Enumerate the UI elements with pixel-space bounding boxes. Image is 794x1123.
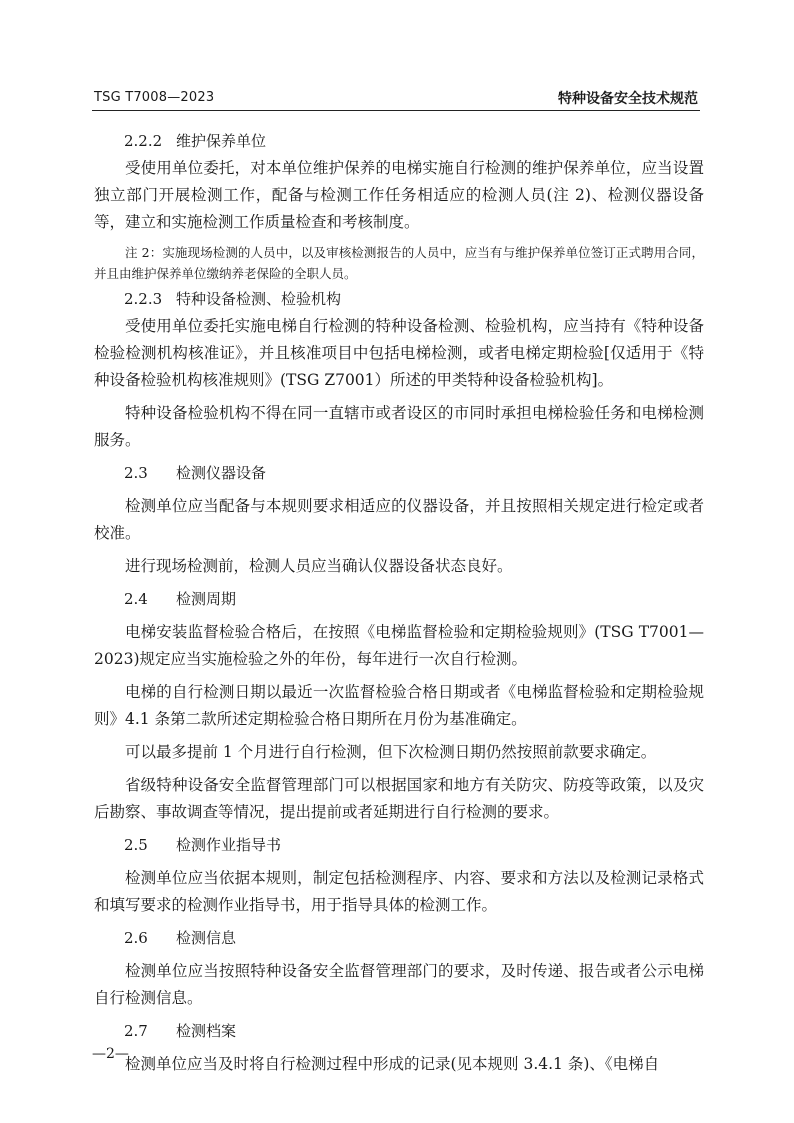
- header-divider: [92, 110, 700, 111]
- section-number: 2.2.2: [124, 132, 163, 150]
- paragraph: 检测单位应当及时将自行检测过程中形成的记录(见本规则 3.4.1 条)、《电梯自: [125, 1055, 660, 1073]
- paragraph: 检测单位应当依据本规则，制定包括检测程序、内容、要求和方法以及检测记录格式和填写要求的检测作业指导书，用于指导具体的检测工作。: [94, 869, 704, 914]
- paragraph: 可以最多提前 1 个月进行自行检测，但下次检测日期仍然按照前款要求确定。: [125, 743, 657, 761]
- section-heading-2-6: [94, 925, 704, 952]
- paragraph: 受使用单位委托实施电梯自行检测的特种设备检测、检验机构，应当持有《特种设备检验检测机构核准证》，并且核准项目中包括电梯检测，或者电梯定期检验[仅适用于《特种设备检验机构核准规则》(TSG Z7001）所述的甲类特种设备检验机构]。: [94, 317, 704, 389]
- paragraph: 进行现场检测前，检测人员应当确认仪器设备状态良好。: [125, 557, 513, 575]
- section-number: 2.5: [124, 836, 148, 854]
- section-heading-2-2-3: [94, 286, 704, 313]
- section-title: 检测周期: [176, 590, 237, 608]
- paragraph: 电梯安装监督检验合格后，在按照《电梯监督检验和定期检验规则》(TSG T7001—2023)规定应当实施检验之外的年份，每年进行一次自行检测。: [94, 623, 704, 668]
- section-title: 检测档案: [176, 1022, 237, 1040]
- page-body: [94, 128, 704, 1084]
- section-number: 2.7: [124, 1022, 148, 1040]
- paragraph: 受使用单位委托，对本单位维护保养的电梯实施自行检测的维护保养单位，应当设置独立部门开展检测工作，配备与检测工作任务相适应的检测人员(注 2)、检测仪器设备等，建立和实施检测工作质量检查和考核制度。: [94, 159, 704, 231]
- paragraph: 电梯的自行检测日期以最近一次监督检验合格日期或者《电梯监督检验和定期检验规则》4.1 条第二款所述定期检验合格日期所在月份为基准确定。: [94, 683, 704, 728]
- section-heading-2-5: [94, 832, 704, 859]
- section-number: 2.3: [124, 464, 148, 482]
- document-code: TSG T7008—2023: [94, 90, 215, 105]
- section-title: 检测仪器设备: [176, 464, 267, 482]
- section-heading-2-3: [94, 460, 704, 487]
- series-title: 特种设备安全技术规范: [558, 91, 698, 107]
- paragraph: 省级特种设备安全监督管理部门可以根据国家和地方有关防灾、防疫等政策，以及灾后勘察、事故调查等情况，提出提前或者延期进行自行检测的要求。: [94, 776, 704, 821]
- section-title: 维护保养单位: [176, 132, 267, 150]
- section-heading-2-2-2: [94, 128, 704, 155]
- paragraph: 检测单位应当按照特种设备安全监督管理部门的要求，及时传递、报告或者公示电梯自行检测信息。: [94, 962, 704, 1007]
- section-title: 特种设备检测、检验机构: [176, 290, 342, 308]
- section-number: 2.6: [124, 929, 148, 947]
- section-title: 检测信息: [176, 929, 237, 947]
- section-heading-2-4: [94, 586, 704, 613]
- paragraph: 特种设备检验机构不得在同一直辖市或者设区的市同时承担电梯检验任务和电梯检测服务。: [94, 404, 704, 449]
- section-title: 检测作业指导书: [176, 836, 282, 854]
- section-number: 2.2.3: [124, 290, 163, 308]
- section-heading-2-7: [94, 1018, 704, 1045]
- note-2: 注 2：实施现场检测的人员中，以及审核检测报告的人员中，应当有与维护保养单位签订正式聘用合同，并且由维护保养单位缴纳养老保险的全职人员。: [94, 245, 704, 281]
- paragraph: 检测单位应当配备与本规则要求相适应的仪器设备，并且按照相关规定进行检定或者校准。: [94, 497, 704, 542]
- page-number: —2—: [92, 1046, 129, 1062]
- section-number: 2.4: [124, 590, 148, 608]
